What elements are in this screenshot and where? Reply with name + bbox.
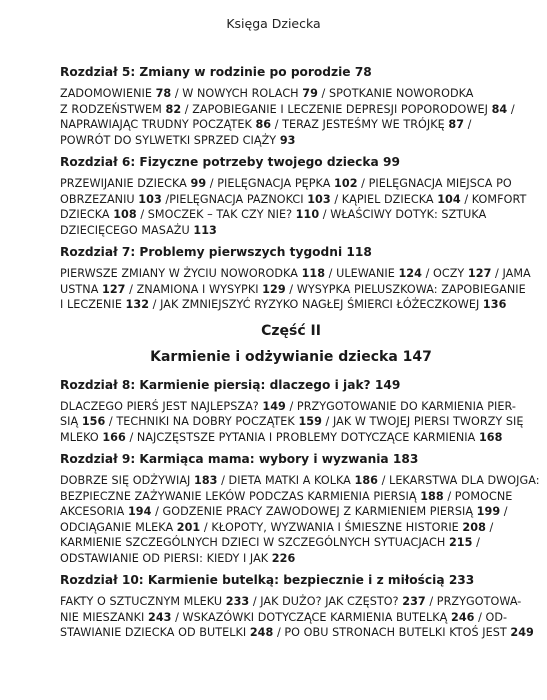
section-line [60,520,522,536]
section-text: / OCZY [421,267,468,280]
chapter-title [60,244,522,261]
table-of-contents [60,64,540,647]
chapter-title-text: Rozdział 8: Karmienie piersią: dlaczego i jak? [60,377,375,392]
chapter-entry [60,451,540,566]
chapter-entry [60,244,531,313]
section-text: / PRZYGOTOWA- [425,595,522,608]
section-text: / WŁAŚCIWY DOTYK: SZTUKA [319,208,487,221]
section-page-number: 233 [225,595,250,608]
section-text: / W NOWYCH ROLACH [171,87,303,100]
section-line [60,535,522,551]
section-text: / KŁOPOTY, WYZWANIA I ŚMIESZNE HISTORIE [200,520,463,534]
section-text: / [507,102,515,116]
section-text: / KOMFORT [460,192,527,206]
section-line [60,430,522,446]
section-line [60,594,522,610]
section-text: PIERWSZE ZMIANY W ŻYCIU NOWORODKA [60,267,302,280]
section-page-number: 104 [437,192,461,206]
section-text: POWRÓT DO SYLWETKI SPRZED CIĄŻY [60,133,280,147]
section-text: /PIELĘGNACJA PAZNOKCI [161,192,308,206]
section-page-number: 199 [476,505,501,518]
section-line [60,117,522,133]
section-page-number: 159 [298,415,322,428]
section-text: / JAK DUŻO? JAK CZĘSTO? [249,595,403,608]
section-text: STAWIANIE DZIECKA OD BUTELKI [60,626,250,639]
running-head: Księga Dziecka [226,16,321,31]
section-line [60,399,522,415]
section-line [60,133,522,149]
section-text: USTNA [60,282,103,296]
section-page-number: 248 [249,626,274,639]
part-page-number: 147 [402,348,432,365]
section-text: ODCIĄGANIE MLEKA [60,520,177,534]
section-line [60,610,522,626]
section-list [60,86,522,148]
section-text: OBRZEZANIU [60,192,139,206]
section-line [60,473,540,489]
chapter-title [60,451,522,468]
section-text: / JAK ZMNIEJSZYĆ RYZYKO NAGŁEJ ŚMIERCI ŁÓŻECZKOWEJ [149,298,483,311]
section-page-number: 237 [402,595,426,608]
section-page-number: 166 [102,430,126,444]
section-text: AKCESORIA [60,505,128,518]
section-page-number: 186 [354,474,378,487]
section-text: Z RODZEŃSTWEM [60,102,166,116]
section-text: / NAJCZĘSTSZE PYTANIA I PROBLEMY DOTYCZĄCE KARMIENIA [125,430,479,444]
section-page-number: 84 [491,102,508,116]
section-text: / LEKARSTWA DLA DWOJGA: [378,474,540,487]
chapters-part-two [60,377,540,641]
section-text: / POMOCNE [443,489,513,503]
chapter-title [60,154,522,171]
section-text: NIE MIESZANKI [60,610,148,624]
section-line [60,207,522,223]
section-page-number: 188 [420,489,444,503]
section-page-number: 136 [482,298,507,311]
part-heading [60,321,522,367]
section-page-number: 99 [190,177,207,190]
section-text: SIĄ [60,415,82,428]
section-text: / [472,536,480,549]
section-text: ODSTAWIANIE OD PIERSI: KIEDY I JAK [60,551,272,565]
section-text: BEZPIECZNE ZAŻYWANIE LEKÓW PODCZAS KARMIENIA PIERSIĄ [60,489,421,503]
section-text: / DIETA MATKI A KOLKA [217,474,355,487]
section-page-number: 127 [102,282,126,296]
section-text: / TECHNIKI NA DOBRY POCZĄTEK [105,415,299,428]
section-line [60,192,527,208]
section-text: DZIECKA [60,208,114,221]
part-label: Część II [261,322,321,339]
section-line [60,625,534,641]
section-text: / OD- [474,610,508,624]
section-page-number: 103 [138,192,162,206]
section-page-number: 103 [307,192,331,206]
section-page-number: 194 [127,505,152,518]
section-page-number: 86 [255,118,272,131]
section-page-number: 108 [113,208,137,221]
section-page-number: 78 [155,87,172,100]
section-line [60,102,522,118]
chapter-page-number: 183 [392,452,419,466]
section-text: / SPOTKANIE NOWORODKA [317,87,474,100]
section-list [60,176,527,238]
section-text: / JAK W TWOJEJ PIERSI TWORZY SIĘ [321,415,524,428]
chapter-title-text: Rozdział 7: Problemy pierwszych tygodni [60,245,347,259]
part-title [60,347,522,367]
chapter-page-number: 118 [346,245,372,259]
chapter-page-number: 78 [354,65,372,79]
section-text: / WYSYPKA PIELUSZKOWA: ZAPOBIEGANIE [285,282,526,296]
section-text: PRZEWIJANIE DZIECKA [60,177,191,190]
section-text: / WSKAZÓWKI DOTYCZĄCE KARMIENIA BUTELKĄ [171,610,451,624]
section-line [60,504,522,520]
section-page-number: 208 [462,520,486,534]
section-text: FAKTY O SZTUCZNYM MLEKU [60,595,226,608]
chapter-title [60,572,522,589]
section-page-number: 149 [262,399,286,413]
section-page-number: 110 [295,208,320,221]
section-page-number: 201 [176,520,201,534]
section-text: / SMOCZEK – TAK CZY NIE? [136,208,296,221]
chapter-page-number: 99 [382,155,400,169]
section-list [60,594,534,641]
section-list [60,266,531,313]
section-page-number: 243 [148,610,172,624]
section-text: / [464,118,472,131]
section-page-number: 215 [448,536,473,549]
section-page-number: 118 [301,267,326,280]
section-page-number: 183 [193,474,218,487]
section-text: I LECZENIE [60,298,126,311]
section-page-number: 129 [262,282,286,296]
section-page-number: 82 [165,102,182,116]
chapter-title-text: Rozdział 9: Karmiąca mama: wybory i wyzwania [60,452,393,466]
section-text: DLACZEGO PIERŚ JEST NAJLEPSZA? [60,399,263,413]
section-text: / ZAPOBIEGANIE I LECZENIE DEPRESJI POPORODOWEJ [181,102,492,116]
chapter-title [60,64,522,81]
section-page-number: 79 [302,87,318,100]
section-page-number: 127 [467,267,492,280]
section-line [60,551,522,567]
section-line [60,223,522,239]
section-line [60,414,522,430]
chapter-entry [60,377,522,446]
section-text: DOBRZE SIĘ ODŻYWIAJ [60,474,194,487]
section-text: / KĄPIEL DZIECKA [330,192,438,206]
section-text: NAPRAWIAJĄC TRUDNY POCZĄTEK [60,118,256,131]
section-page-number: 87 [448,118,465,131]
section-text: / GODZENIE PRACY ZAWODOWEJ Z KARMIENIEM PIERSIĄ [151,505,477,518]
section-page-number: 156 [81,415,106,428]
section-text: / [500,505,508,518]
section-page-number: 93 [279,133,296,147]
section-text: / PO OBU STRONACH BUTELKI KTOŚ JEST [273,626,511,639]
section-text: / ZNAMIONA I WYSYPKI [125,282,263,296]
section-page-number: 246 [450,610,475,624]
chapter-page-number: 149 [374,377,401,392]
chapter-entry [60,572,534,641]
chapters-part-one [60,64,531,313]
section-line [60,297,522,313]
section-text: / [485,520,494,534]
section-text: DZIECIĘCEGO MASAŻU [60,223,194,237]
section-list [60,399,522,446]
chapter-title-text: Rozdział 5: Zmiany w rodzinie po porodzie [60,65,355,79]
chapter-title-text: Rozdział 6: Fizyczne potrzeby twojego dziecka [60,155,383,169]
section-line [60,176,522,192]
chapter-title-text: Rozdział 10: Karmienie butelką: bezpiecznie i z miłością [60,573,449,587]
section-line [60,489,522,505]
section-line [60,86,522,102]
part-title-text: Karmienie i odżywianie dziecka [150,348,398,365]
section-line [60,266,531,282]
section-page-number: 132 [125,298,150,311]
section-page-number: 102 [334,177,358,190]
section-page-number: 226 [271,551,296,565]
chapter-page-number: 233 [448,573,475,587]
section-text: KARMIENIE SZCZEGÓLNYCH DZIECI W SZCZEGÓLNYCH SYTUACJACH [60,536,449,549]
section-page-number: 113 [193,223,217,237]
section-text: / PRZYGOTOWANIE DO KARMIENIA PIER- [285,399,516,413]
section-text: / JAMA [491,267,531,280]
section-text: / ULEWANIE [325,267,399,280]
section-text: MLEKO [60,430,103,444]
section-line [60,282,526,298]
chapter-entry [60,154,527,238]
section-text: ZADOMOWIENIE [60,87,156,100]
section-text: / PIELĘGNACJA MIEJSCA PO [357,177,512,190]
chapter-entry [60,64,522,148]
section-text: / PIELĘGNACJA PĘPKA [206,177,335,190]
section-text: / TERAZ JESTEŚMY WE TRÓJKĘ [271,118,449,131]
chapter-title [60,377,522,394]
section-page-number: 124 [398,267,422,280]
section-page-number: 168 [478,430,503,444]
section-page-number: 249 [510,626,534,639]
section-list [60,473,540,566]
